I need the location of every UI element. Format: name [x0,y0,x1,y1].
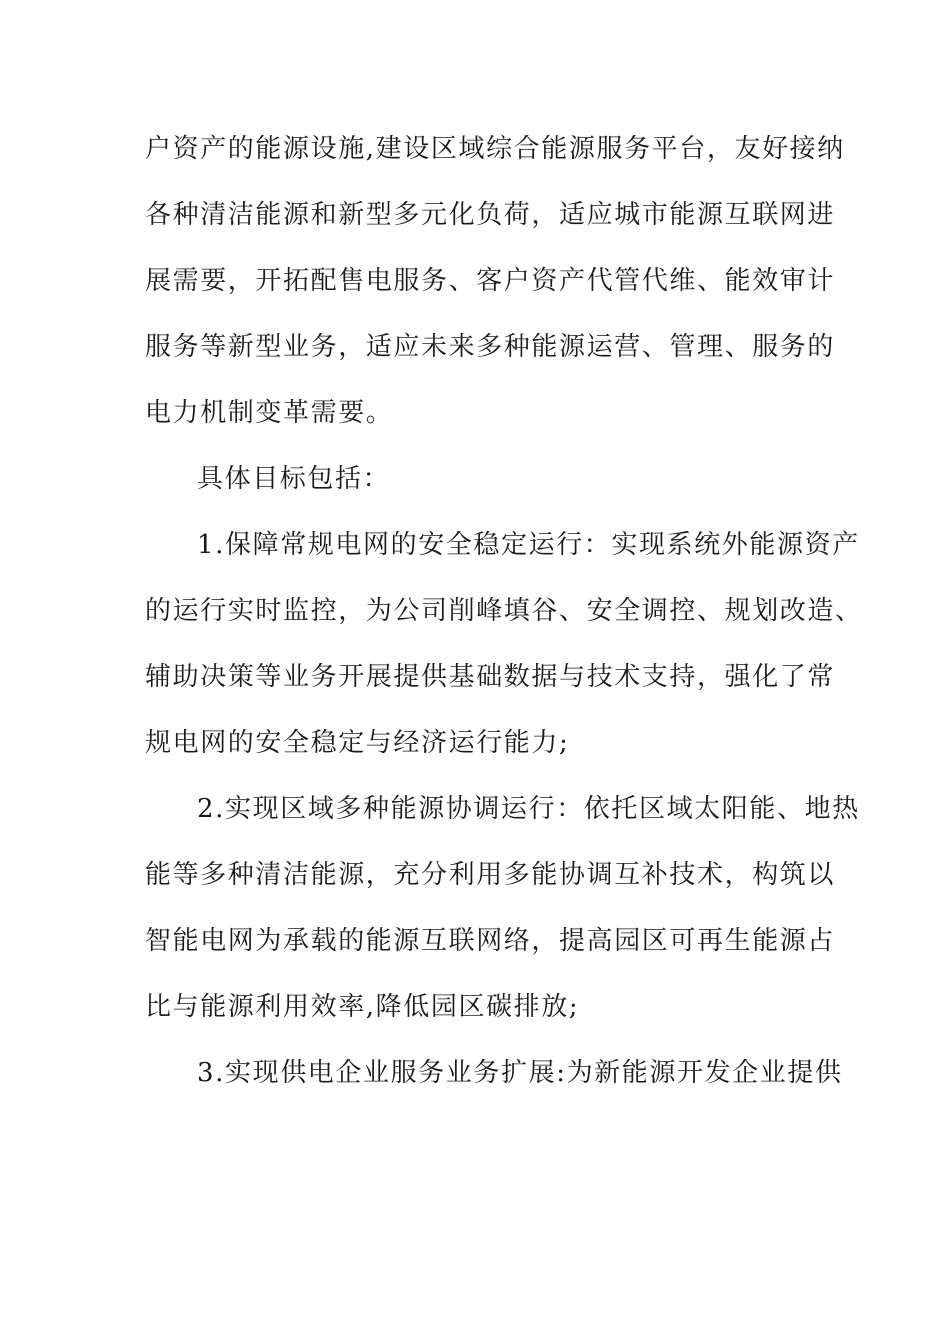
text-line: 服务等新型业务，适应未来多种能源运营、管理、服务的 [145,332,836,362]
text-line: 比与能源利用效率,降低园区碳排放; [145,992,580,1022]
text-line: 的运行实时监控，为公司削峰填谷、安全调控、规划改造、 [145,596,863,626]
text-line: 电力机制变革需要。 [145,398,394,428]
text-line: 各种清洁能源和新型多元化负荷，适应城市能源互联网进 [145,200,836,230]
text-line: 智能电网为承载的能源互联网络，提高园区可再生能源占 [145,926,836,956]
text-line: 户资产的能源设施,建设区域综合能源服务平台，友好接纳 [145,134,845,164]
section-intro-line: 具体目标包括： [197,464,391,494]
goal-3-line: 3.实现供电企业服务业务扩展:为新能源开发企业提供 [197,1058,843,1088]
text-line: 规电网的安全稳定与经济运行能力; [145,728,570,758]
text-line: 展需要，开拓配售电服务、客户资产代管代维、能效审计 [145,266,836,296]
goal-2-line: 2.实现区域多种能源协调运行：依托区域太阳能、地热 [197,794,860,824]
body-text [145,124,863,1114]
goal-1-line: 1.保障常规电网的安全稳定运行：实现系统外能源资产 [197,530,860,560]
text-line: 辅助决策等业务开展提供基础数据与技术支持，强化了常 [145,662,836,692]
text-line: 能等多种清洁能源，充分利用多能协调互补技术，构筑以 [145,860,836,890]
